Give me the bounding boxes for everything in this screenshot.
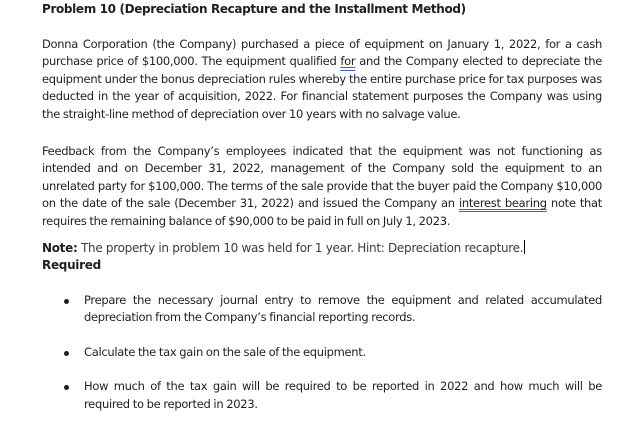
paragraph-purchase [42, 36, 602, 123]
required-list [42, 292, 602, 413]
note-text: The property in problem 10 was held for 1 year. Hint: Depreciation recapture. [77, 241, 524, 256]
paragraph-sale [42, 143, 602, 230]
paragraph-purchase-text-cont: and the Company elected to depreciate the equipment under the bonus depreciation rules whereby the entire purchase price for tax purposes was deducted in the year of acquisition, 2022. For financial statement purposes the Company was using the straight-line method of depreciation over 10 years with no salvage value. [42, 54, 602, 121]
bullet-icon [64, 351, 69, 356]
bullet-text: Prepare the necessary journal entry to remove the equipment and related accumulated depreciation from the Company’s financial reporting records. [84, 293, 602, 325]
bullet-icon [64, 385, 69, 390]
bullet-text: Calculate the tax gain on the sale of the equipment. [84, 344, 366, 359]
paragraph-sale-text: Feedback from the Company’s employees indicated that the equipment was not functioning as intended and on December 31, 2022, management of the Company sold the equipment to an unrelated party for $100,000. The terms of the sale provide that the buyer paid the Company $10,000 on the date of the sale (December 31, 2022) and issued the Company an [42, 144, 602, 211]
bullet-icon [64, 299, 69, 304]
bullet-text: How much of the tax gain will be required to be reported in 2022 and how much will be required to be reported in 2023. [84, 379, 602, 411]
grammar-flag-for[interactable]: for [340, 54, 356, 69]
document-body[interactable] [42, 0, 602, 430]
required-heading: Required [42, 258, 101, 273]
note-line [42, 240, 602, 257]
text-cursor [524, 240, 525, 254]
grammar-flag-interest-bearing[interactable]: interest bearing [458, 196, 547, 211]
paragraph-sale-text-cont: note that requires the remaining balance of $90,000 to be paid in full on July 1, 2023. [42, 196, 602, 228]
problem-title: Problem 10 (Depreciation Recapture and the Installment Method) [42, 2, 466, 16]
list-item [42, 292, 602, 327]
list-item [42, 378, 602, 413]
note-label: Note: [42, 241, 78, 256]
list-item [42, 344, 602, 361]
paragraph-purchase-text: Donna Corporation (the Company) purchased a piece of equipment on January 1, 2022, for a cash purchase price of $100,000. The equipment qualified [42, 37, 602, 69]
